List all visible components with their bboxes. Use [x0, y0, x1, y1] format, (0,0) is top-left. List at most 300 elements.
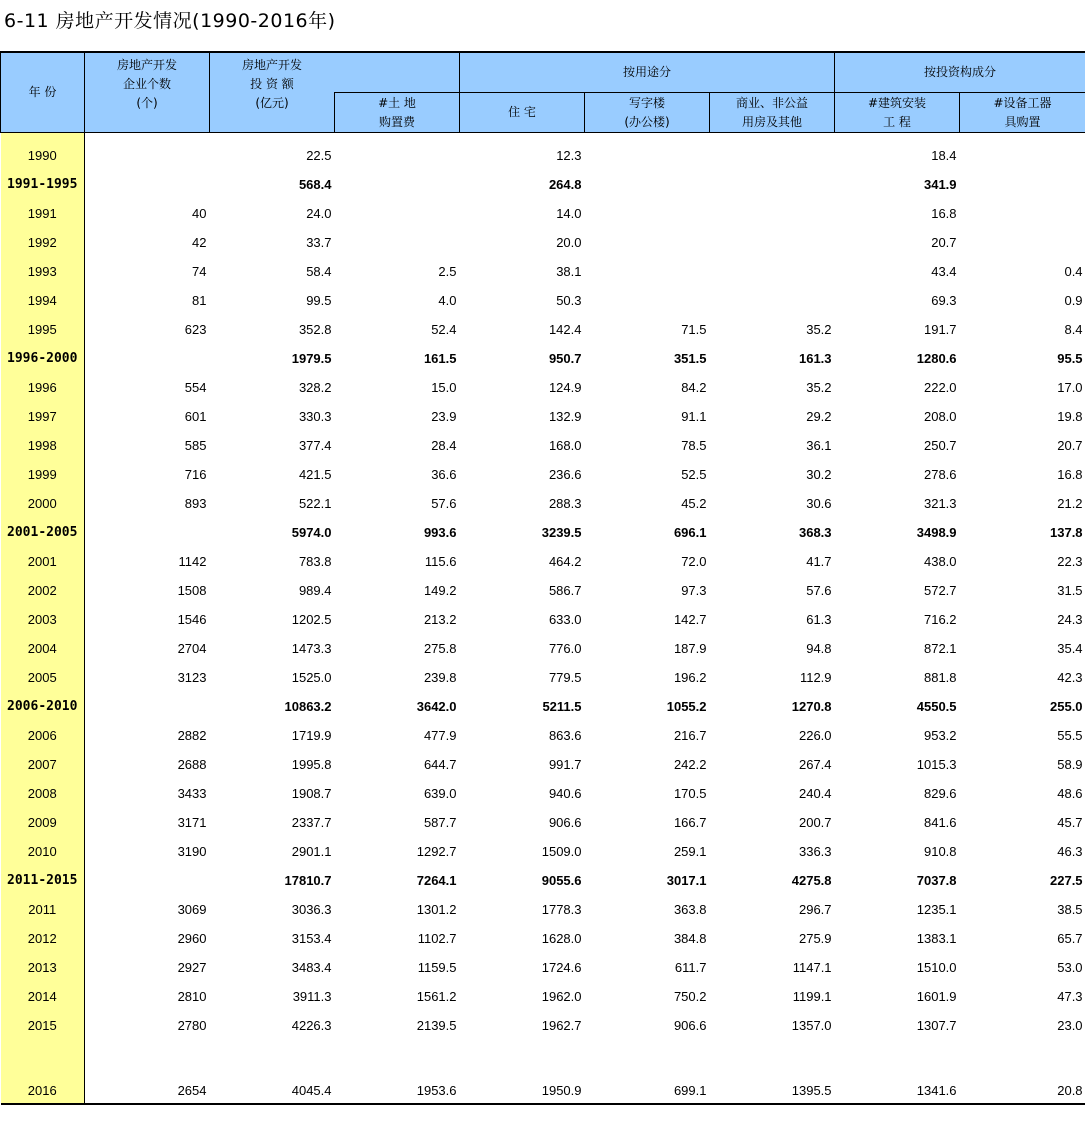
- cell-office: [585, 170, 710, 199]
- cell-investment: 99.5: [306, 293, 332, 308]
- cell-enterprises: [85, 133, 210, 171]
- cell-construction: 1510.0: [916, 960, 957, 975]
- cell-office: 696.1: [673, 525, 707, 540]
- header-investment: 房地产开发 投 资 额 (亿元): [210, 52, 335, 133]
- cell-year: 2000: [1, 489, 85, 518]
- cell-residential: 863.6: [548, 728, 582, 743]
- cell-residential: 1724.6: [541, 960, 582, 975]
- cell-year: 2006-2010: [1, 692, 85, 721]
- cell-year: 2012: [1, 924, 85, 953]
- cell-equipment: 47.3: [1057, 989, 1083, 1004]
- cell-enterprises: 1142: [178, 554, 207, 569]
- table-row: [1, 808, 1085, 837]
- cell-land: 57.6: [431, 496, 457, 511]
- cell-residential: 38.1: [556, 264, 582, 279]
- cell-commercial: 41.7: [806, 554, 832, 569]
- cell-commercial: [710, 257, 835, 286]
- header-by-use: 按用途分: [460, 52, 835, 93]
- cell-year: 1991-1995: [1, 170, 85, 199]
- cell-construction: 4550.5: [916, 699, 957, 714]
- cell-land: 2.5: [438, 264, 457, 279]
- cell-commercial: 35.2: [806, 322, 832, 337]
- table-row: [1, 576, 1085, 605]
- cell-year: 1996: [1, 373, 85, 402]
- cell-land: 1953.6: [335, 1040, 460, 1104]
- cell-investment: 328.2: [298, 380, 332, 395]
- cell-office: [585, 257, 710, 286]
- cell-equipment: 8.4: [1064, 322, 1083, 337]
- cell-land: [335, 228, 460, 257]
- cell-investment: 22.5: [306, 148, 332, 163]
- cell-residential: 12.3: [556, 148, 582, 163]
- cell-commercial: 368.3: [798, 525, 832, 540]
- cell-office: 71.5: [681, 322, 707, 337]
- cell-year: 2011-2015: [1, 866, 85, 895]
- table-header: [1, 52, 1085, 133]
- cell-office: 142.7: [673, 612, 707, 627]
- cell-investment: 5974.0: [291, 525, 332, 540]
- cell-land: 115.6: [424, 554, 457, 569]
- table-row: [1, 133, 1085, 171]
- cell-investment: 10863.2: [284, 699, 332, 714]
- header-equipment: #设备工器 具购置: [960, 93, 1085, 133]
- cell-office: 45.2: [681, 496, 707, 511]
- cell-construction: 43.4: [931, 264, 957, 279]
- table-row: [1, 1040, 1085, 1104]
- cell-year: 2001: [1, 547, 85, 576]
- cell-construction: 881.8: [923, 670, 957, 685]
- table-row: [1, 373, 1085, 402]
- cell-commercial: 35.2: [806, 380, 832, 395]
- cell-office: 97.3: [681, 583, 707, 598]
- cell-construction: 20.7: [931, 235, 957, 250]
- cell-commercial: [710, 199, 835, 228]
- cell-residential: 168.0: [548, 438, 582, 453]
- table-row: [1, 750, 1085, 779]
- table-row: [1, 779, 1085, 808]
- cell-year: 2002: [1, 576, 85, 605]
- cell-equipment: 55.5: [1057, 728, 1083, 743]
- cell-land: 52.4: [431, 322, 457, 337]
- cell-construction: 250.7: [923, 438, 957, 453]
- cell-enterprises: 601: [184, 409, 207, 424]
- cell-investment: 1908.7: [291, 786, 332, 801]
- cell-construction: 208.0: [923, 409, 957, 424]
- cell-enterprises: [85, 344, 210, 373]
- cell-office: 699.1: [585, 1040, 710, 1104]
- table-row: [1, 605, 1085, 634]
- cell-land: 4.0: [438, 293, 457, 308]
- cell-equipment: 58.9: [1057, 757, 1083, 772]
- cell-commercial: 1270.8: [791, 699, 832, 714]
- cell-investment: 421.5: [298, 467, 332, 482]
- cell-commercial: 30.2: [806, 467, 832, 482]
- cell-enterprises: 42: [192, 235, 207, 250]
- cell-construction: 829.6: [923, 786, 957, 801]
- cell-residential: 464.2: [548, 554, 582, 569]
- cell-investment: 377.4: [298, 438, 332, 453]
- cell-residential: 1778.3: [541, 902, 582, 917]
- cell-year: 1998: [1, 431, 85, 460]
- cell-enterprises: 81: [192, 293, 207, 308]
- cell-office: 259.1: [673, 844, 707, 859]
- cell-construction: 1235.1: [916, 902, 957, 917]
- cell-enterprises: 623: [184, 322, 207, 337]
- cell-office: [585, 199, 710, 228]
- cell-commercial: [710, 286, 835, 315]
- cell-year: 2009: [1, 808, 85, 837]
- cell-land: 1561.2: [416, 989, 457, 1004]
- cell-commercial: 296.7: [798, 902, 832, 917]
- cell-year: 1991: [1, 199, 85, 228]
- cell-residential: 1950.9: [460, 1040, 585, 1104]
- cell-equipment: 17.0: [1057, 380, 1083, 395]
- cell-residential: 1962.7: [541, 1018, 582, 1033]
- cell-enterprises: 1508: [177, 583, 207, 598]
- cell-year: 2015: [1, 1011, 85, 1040]
- cell-residential: 779.5: [548, 670, 582, 685]
- cell-commercial: 267.4: [798, 757, 832, 772]
- cell-office: 1055.2: [666, 699, 707, 714]
- cell-equipment: 42.3: [1057, 670, 1083, 685]
- cell-land: 149.2: [423, 583, 457, 598]
- cell-commercial: 161.3: [798, 351, 832, 366]
- cell-enterprises: [85, 866, 210, 895]
- cell-office: 384.8: [673, 931, 707, 946]
- cell-investment: 568.4: [298, 177, 332, 192]
- cell-construction: 1280.6: [916, 351, 957, 366]
- cell-land: 2139.5: [416, 1018, 457, 1033]
- cell-residential: 142.4: [548, 322, 582, 337]
- table-row: [1, 228, 1085, 257]
- header-investment-spacer: [335, 52, 460, 93]
- table-row: [1, 402, 1085, 431]
- cell-enterprises: 2654: [85, 1040, 210, 1104]
- cell-year: 2014: [1, 982, 85, 1011]
- cell-year: 1999: [1, 460, 85, 489]
- table-row: [1, 199, 1085, 228]
- cell-year: 1995: [1, 315, 85, 344]
- cell-commercial: 1147.1: [792, 960, 832, 975]
- cell-land: 1292.7: [416, 844, 457, 859]
- cell-construction: 16.8: [931, 206, 957, 221]
- cell-equipment: 24.3: [1057, 612, 1083, 627]
- header-by-composition: 按投资构成分: [835, 52, 1085, 93]
- table-row: [1, 1011, 1085, 1040]
- cell-residential: 50.3: [556, 293, 582, 308]
- header-office: 写字楼 (办公楼): [585, 93, 710, 133]
- cell-office: 611.7: [674, 960, 707, 975]
- cell-year: 1990: [1, 133, 85, 171]
- cell-equipment: 16.8: [1057, 467, 1083, 482]
- cell-equipment: 53.0: [1057, 960, 1083, 975]
- cell-investment: 522.1: [298, 496, 332, 511]
- cell-investment: 352.8: [298, 322, 332, 337]
- cell-equipment: 21.2: [1057, 496, 1083, 511]
- cell-investment: 3153.4: [291, 931, 332, 946]
- cell-residential: 264.8: [548, 177, 582, 192]
- cell-enterprises: 585: [184, 438, 207, 453]
- cell-year: 2008: [1, 779, 85, 808]
- cell-commercial: [710, 228, 835, 257]
- cell-investment: 1995.8: [291, 757, 332, 772]
- cell-construction: 341.9: [923, 177, 957, 192]
- table-row: [1, 692, 1085, 721]
- cell-investment: 989.4: [298, 583, 332, 598]
- cell-office: 187.9: [673, 641, 707, 656]
- cell-land: 7264.1: [416, 873, 457, 888]
- cell-land: 23.9: [431, 409, 457, 424]
- cell-enterprises: 2882: [177, 728, 207, 743]
- table-row: [1, 721, 1085, 750]
- table-row: [1, 953, 1085, 982]
- cell-equipment: 19.8: [1057, 409, 1083, 424]
- cell-equipment: 137.8: [1050, 525, 1083, 540]
- header-year: 年 份: [1, 52, 85, 133]
- cell-commercial: 57.6: [806, 583, 832, 598]
- cell-year: 1996-2000: [1, 344, 85, 373]
- cell-residential: 991.7: [548, 757, 582, 772]
- cell-equipment: 20.7: [1057, 438, 1083, 453]
- cell-commercial: 4275.8: [791, 873, 832, 888]
- cell-equipment: 0.4: [1064, 264, 1083, 279]
- cell-commercial: 200.7: [798, 815, 832, 830]
- cell-construction: 222.0: [923, 380, 957, 395]
- table-row: [1, 344, 1085, 373]
- cell-investment: 3036.3: [291, 902, 332, 917]
- cell-enterprises: [85, 692, 210, 721]
- cell-construction: 1601.9: [916, 989, 957, 1004]
- cell-year: 2007: [1, 750, 85, 779]
- cell-equipment: 31.5: [1057, 583, 1083, 598]
- cell-construction: 1015.3: [916, 757, 957, 772]
- cell-construction: 1341.6: [835, 1040, 960, 1104]
- cell-construction: 872.1: [923, 641, 957, 656]
- cell-commercial: [710, 170, 835, 199]
- page-title: 6-11 房地产开发情况(1990-2016年): [4, 10, 336, 32]
- table-body: [1, 133, 1085, 1105]
- cell-land: 239.8: [423, 670, 457, 685]
- table-row: [1, 924, 1085, 953]
- cell-year: 2005: [1, 663, 85, 692]
- cell-enterprises: 3433: [177, 786, 207, 801]
- cell-commercial: [710, 133, 835, 171]
- cell-equipment: [960, 228, 1085, 257]
- cell-year: 2011: [1, 895, 85, 924]
- cell-office: 216.7: [673, 728, 707, 743]
- cell-construction: 7037.8: [916, 873, 957, 888]
- cell-year: 2004: [1, 634, 85, 663]
- cell-land: 644.7: [423, 757, 457, 772]
- cell-residential: 3239.5: [541, 525, 582, 540]
- cell-equipment: 23.0: [1057, 1018, 1083, 1033]
- cell-construction: 953.2: [923, 728, 957, 743]
- cell-residential: 950.7: [548, 351, 582, 366]
- cell-land: 3642.0: [416, 699, 457, 714]
- cell-investment: 58.4: [306, 264, 332, 279]
- cell-equipment: 35.4: [1057, 641, 1083, 656]
- table-row: [1, 460, 1085, 489]
- cell-equipment: [960, 170, 1085, 199]
- cell-investment: 1719.9: [291, 728, 332, 743]
- header-land: #土 地 购置费: [335, 93, 460, 133]
- cell-equipment: 255.0: [1050, 699, 1083, 714]
- cell-investment: 1202.5: [291, 612, 332, 627]
- cell-year: 1992: [1, 228, 85, 257]
- cell-enterprises: 1546: [177, 612, 207, 627]
- cell-equipment: [960, 133, 1085, 171]
- table-row: [1, 547, 1085, 576]
- table-row: [1, 837, 1085, 866]
- cell-residential: 9055.6: [541, 873, 582, 888]
- cell-enterprises: 893: [184, 496, 207, 511]
- cell-enterprises: 554: [184, 380, 207, 395]
- cell-land: 477.9: [423, 728, 457, 743]
- cell-equipment: 46.3: [1057, 844, 1083, 859]
- cell-construction: 716.2: [923, 612, 957, 627]
- cell-residential: 906.6: [548, 815, 582, 830]
- cell-residential: 1509.0: [541, 844, 582, 859]
- cell-equipment: 65.7: [1057, 931, 1083, 946]
- cell-construction: 18.4: [931, 148, 957, 163]
- cell-construction: 191.7: [923, 322, 957, 337]
- housing-development-table: [0, 51, 1085, 1105]
- cell-commercial: 61.3: [806, 612, 832, 627]
- table-row: [1, 431, 1085, 460]
- cell-land: [335, 170, 460, 199]
- cell-enterprises: 2688: [177, 757, 207, 772]
- cell-investment: 4226.3: [291, 1018, 332, 1033]
- cell-equipment: [960, 199, 1085, 228]
- cell-residential: 236.6: [548, 467, 582, 482]
- cell-land: 993.6: [423, 525, 457, 540]
- cell-commercial: 240.4: [798, 786, 832, 801]
- cell-investment: 2337.7: [291, 815, 332, 830]
- cell-residential: 124.9: [548, 380, 582, 395]
- cell-office: 750.2: [673, 989, 707, 1004]
- cell-enterprises: 3190: [177, 844, 207, 859]
- cell-land: 587.7: [423, 815, 457, 830]
- cell-enterprises: 3171: [177, 815, 207, 830]
- cell-office: 78.5: [681, 438, 707, 453]
- cell-office: 166.7: [673, 815, 707, 830]
- cell-enterprises: 3069: [177, 902, 207, 917]
- cell-construction: 1383.1: [916, 931, 957, 946]
- cell-construction: 3498.9: [916, 525, 957, 540]
- cell-enterprises: 2780: [177, 1018, 207, 1033]
- data-table: [0, 51, 1085, 1105]
- cell-construction: 910.8: [923, 844, 957, 859]
- header-enterprises: 房地产开发 企业个数 (个): [85, 52, 210, 133]
- cell-construction: 278.6: [923, 467, 957, 482]
- cell-year: 2006: [1, 721, 85, 750]
- cell-residential: 776.0: [548, 641, 582, 656]
- table-row: [1, 257, 1085, 286]
- cell-office: 3017.1: [666, 873, 707, 888]
- header-construction: #建筑安装 工 程: [835, 93, 960, 133]
- cell-commercial: 226.0: [798, 728, 832, 743]
- cell-investment: 17810.7: [284, 873, 332, 888]
- table-row: [1, 286, 1085, 315]
- cell-investment: 1473.3: [291, 641, 332, 656]
- cell-residential: 132.9: [548, 409, 582, 424]
- cell-construction: 572.7: [923, 583, 957, 598]
- cell-residential: 14.0: [556, 206, 582, 221]
- cell-commercial: 275.9: [798, 931, 832, 946]
- cell-office: [585, 228, 710, 257]
- table-row: [1, 866, 1085, 895]
- cell-investment: 1979.5: [291, 351, 332, 366]
- cell-enterprises: 2810: [177, 989, 207, 1004]
- cell-enterprises: 74: [192, 264, 207, 279]
- cell-residential: 5211.5: [542, 699, 582, 714]
- cell-investment: 330.3: [298, 409, 332, 424]
- cell-equipment: 95.5: [1057, 351, 1083, 366]
- cell-land: 28.4: [431, 438, 457, 453]
- cell-land: 1159.5: [417, 960, 457, 975]
- header-commercial: 商业、非公益 用房及其他: [710, 93, 835, 133]
- table-row: [1, 170, 1085, 199]
- table-row: [1, 663, 1085, 692]
- cell-land: [335, 199, 460, 228]
- table-row: [1, 982, 1085, 1011]
- cell-investment: 3483.4: [291, 960, 332, 975]
- cell-land: 213.2: [423, 612, 457, 627]
- cell-construction: 69.3: [931, 293, 957, 308]
- cell-equipment: 0.9: [1064, 293, 1083, 308]
- table-row: [1, 518, 1085, 547]
- cell-land: 161.5: [423, 351, 457, 366]
- cell-residential: 1962.0: [541, 989, 582, 1004]
- cell-enterprises: 40: [192, 206, 207, 221]
- cell-commercial: 94.8: [806, 641, 832, 656]
- cell-commercial: 112.9: [799, 670, 832, 685]
- cell-office: 242.2: [673, 757, 707, 772]
- cell-residential: 633.0: [548, 612, 582, 627]
- cell-residential: 20.0: [556, 235, 582, 250]
- cell-office: 170.5: [673, 786, 707, 801]
- cell-enterprises: 3123: [177, 670, 207, 685]
- cell-enterprises: [85, 170, 210, 199]
- cell-office: [585, 133, 710, 171]
- table-row: [1, 315, 1085, 344]
- cell-office: [585, 286, 710, 315]
- cell-commercial: 29.2: [806, 409, 832, 424]
- table-row: [1, 634, 1085, 663]
- cell-residential: 586.7: [548, 583, 582, 598]
- cell-office: 363.8: [673, 902, 707, 917]
- cell-office: 351.5: [673, 351, 707, 366]
- cell-year: 2001-2005: [1, 518, 85, 547]
- cell-year: 1993: [1, 257, 85, 286]
- cell-enterprises: 2960: [177, 931, 207, 946]
- table-row: [1, 489, 1085, 518]
- cell-land: 639.0: [423, 786, 457, 801]
- cell-investment: 2901.1: [291, 844, 332, 859]
- cell-equipment: 22.3: [1057, 554, 1083, 569]
- cell-equipment: 38.5: [1057, 902, 1083, 917]
- cell-year: 2016: [1, 1040, 85, 1104]
- cell-enterprises: 716: [184, 467, 207, 482]
- cell-office: 91.1: [681, 409, 707, 424]
- cell-investment: 1525.0: [291, 670, 332, 685]
- cell-investment: 24.0: [306, 206, 332, 221]
- cell-equipment: 227.5: [1050, 873, 1083, 888]
- cell-residential: 940.6: [548, 786, 582, 801]
- cell-office: 84.2: [681, 380, 707, 395]
- cell-year: 2003: [1, 605, 85, 634]
- cell-land: 275.8: [423, 641, 457, 656]
